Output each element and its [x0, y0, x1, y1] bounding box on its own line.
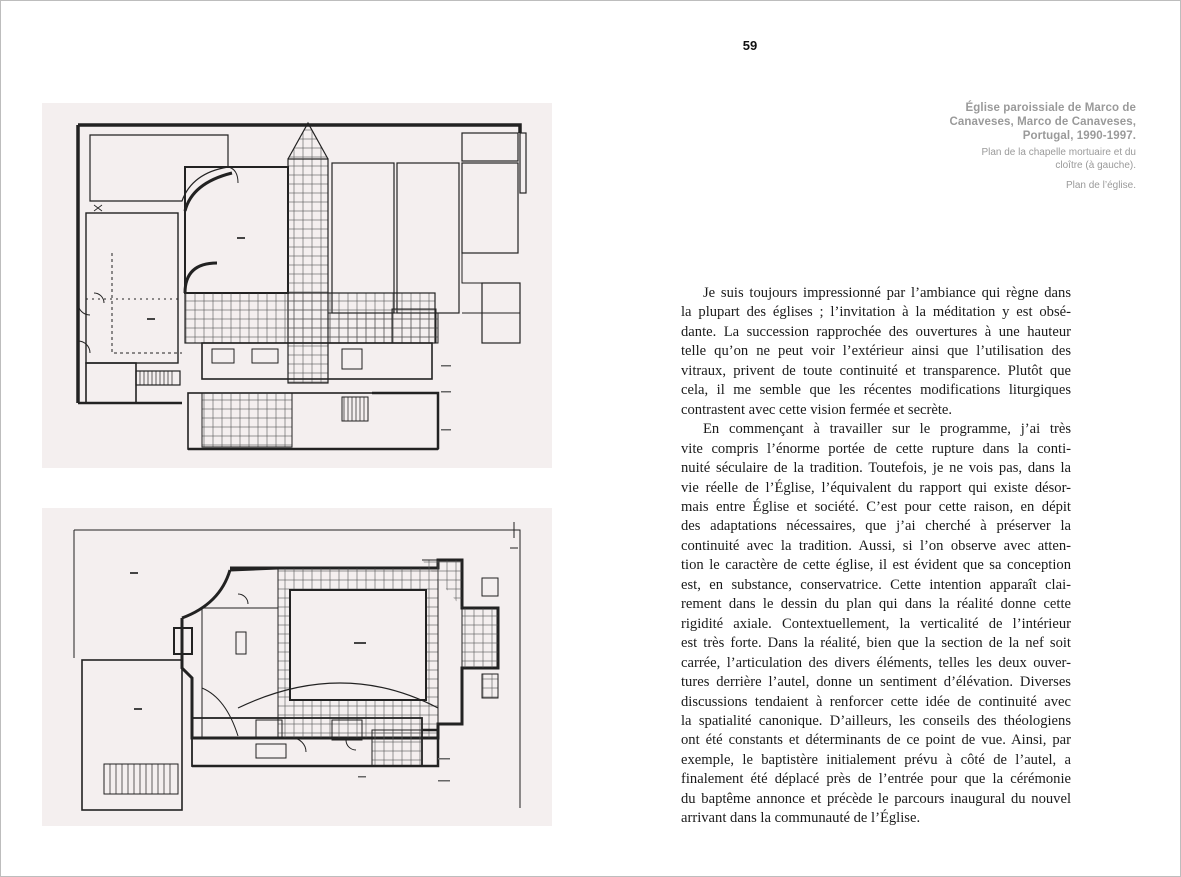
text-line: des adaptations nécessaires, que j’ai cherché à préserver la [681, 518, 1071, 535]
text-line: rigidité axiale. Contextuellement, la verticalité de l’intérieur [681, 615, 1071, 632]
text-line: nuité séculaire de la tradition. Toutefois, je ne vois pas, dans la [681, 460, 1071, 477]
floor-plan-drawing-top [42, 103, 552, 468]
page-number: 59 [742, 38, 758, 53]
text-line: est, en substance, conservatrice. Cette intention apparaît clai- [681, 576, 1071, 593]
text-line: continuité avec la tradition. Aussi, si l’on observe avec atten- [681, 537, 1071, 554]
text-line: est très forte. Dans la réalité, bien que la section de la nef soit [681, 635, 1071, 652]
text-line: Je suis toujours impressionné par l’ambiance qui règne dans [703, 285, 1071, 301]
text-line: arrivant dans la communauté de l’Église. [681, 810, 921, 827]
text-line: telle qu’on ne peut voir l’extérieur ainsi que l’utilisation des [681, 343, 1071, 360]
text-line: cela, il me semble que les récentes modifications liturgiques [681, 382, 1071, 399]
caption-title [940, 101, 1136, 143]
text-line: rement dans le dessin du plan qui dans la réalité donne cette [681, 596, 1071, 613]
text-line: contrastent avec cette vision fermée et secrète. [681, 401, 953, 418]
text-line: ont été constants et déterminants de ce point de vue. Ainsi, par [681, 732, 1071, 749]
text-line: mais entre Église et société. C’est pour cette raison, en dépit [681, 498, 1071, 515]
floor-plan-mortuary-chapel-cloister [42, 103, 552, 468]
text-line: En commençant à travailler sur le programme, j’ai très [703, 421, 1071, 438]
caption-subtitle [940, 147, 1136, 172]
caption-subtitle-line: cloître (à gauche). [1055, 159, 1136, 171]
text-line: tures derrière l’autel, donne un sentiment d’élévation. Diverses [681, 674, 1071, 691]
caption-title-line: Canaveses, Marco de Canaveses, [949, 116, 1136, 128]
text-line: la plupart des églises ; l’invitation à la méditation y est obsé- [681, 304, 1071, 321]
text-line: discussions tendaient à renforcer cette idée de continuité avec [681, 693, 1071, 710]
text-line: tion le caractère de cette église, il est évident que sa conception [681, 557, 1071, 574]
caption-plan-label: Plan de l’église. [1065, 180, 1136, 191]
caption-subtitle-line: Plan de la chapelle mortuaire et du [981, 147, 1136, 158]
text-line: vitraux, privent de toute continuité et transparence. Plutôt que [681, 362, 1071, 379]
caption-title-line: Portugal, 1990-1997. [1022, 130, 1136, 142]
text-line: vite compris l’énorme portée de cette rupture dans la conti- [681, 440, 1071, 457]
body-text [681, 284, 1071, 829]
text-line: la spatialité canonique. D’ailleurs, les conseils des théologiens [681, 712, 1071, 729]
figure-caption [940, 101, 1136, 193]
text-line: vie réelle de l’Église, l’équivalent du rapport qui existe désor- [681, 479, 1071, 496]
text-line: dante. La succession rapprochée des ouvertures à une hauteur [681, 323, 1071, 340]
text-line: du baptême annonce et précède le parcours inaugural du nouvel [681, 790, 1071, 807]
floor-plan-church [42, 508, 552, 826]
caption-title-line: Église paroissiale de Marco de [965, 102, 1136, 114]
text-line: finalement été déplacé près de l’entrée pour que la cérémonie [681, 771, 1071, 788]
text-line: carrée, l’articulation des divers éléments, telles les deux ouver- [681, 654, 1071, 671]
text-line: exemple, le baptistère initialement prévu à côté de l’autel, a [681, 751, 1071, 768]
floor-plan-drawing-bottom [42, 508, 552, 826]
